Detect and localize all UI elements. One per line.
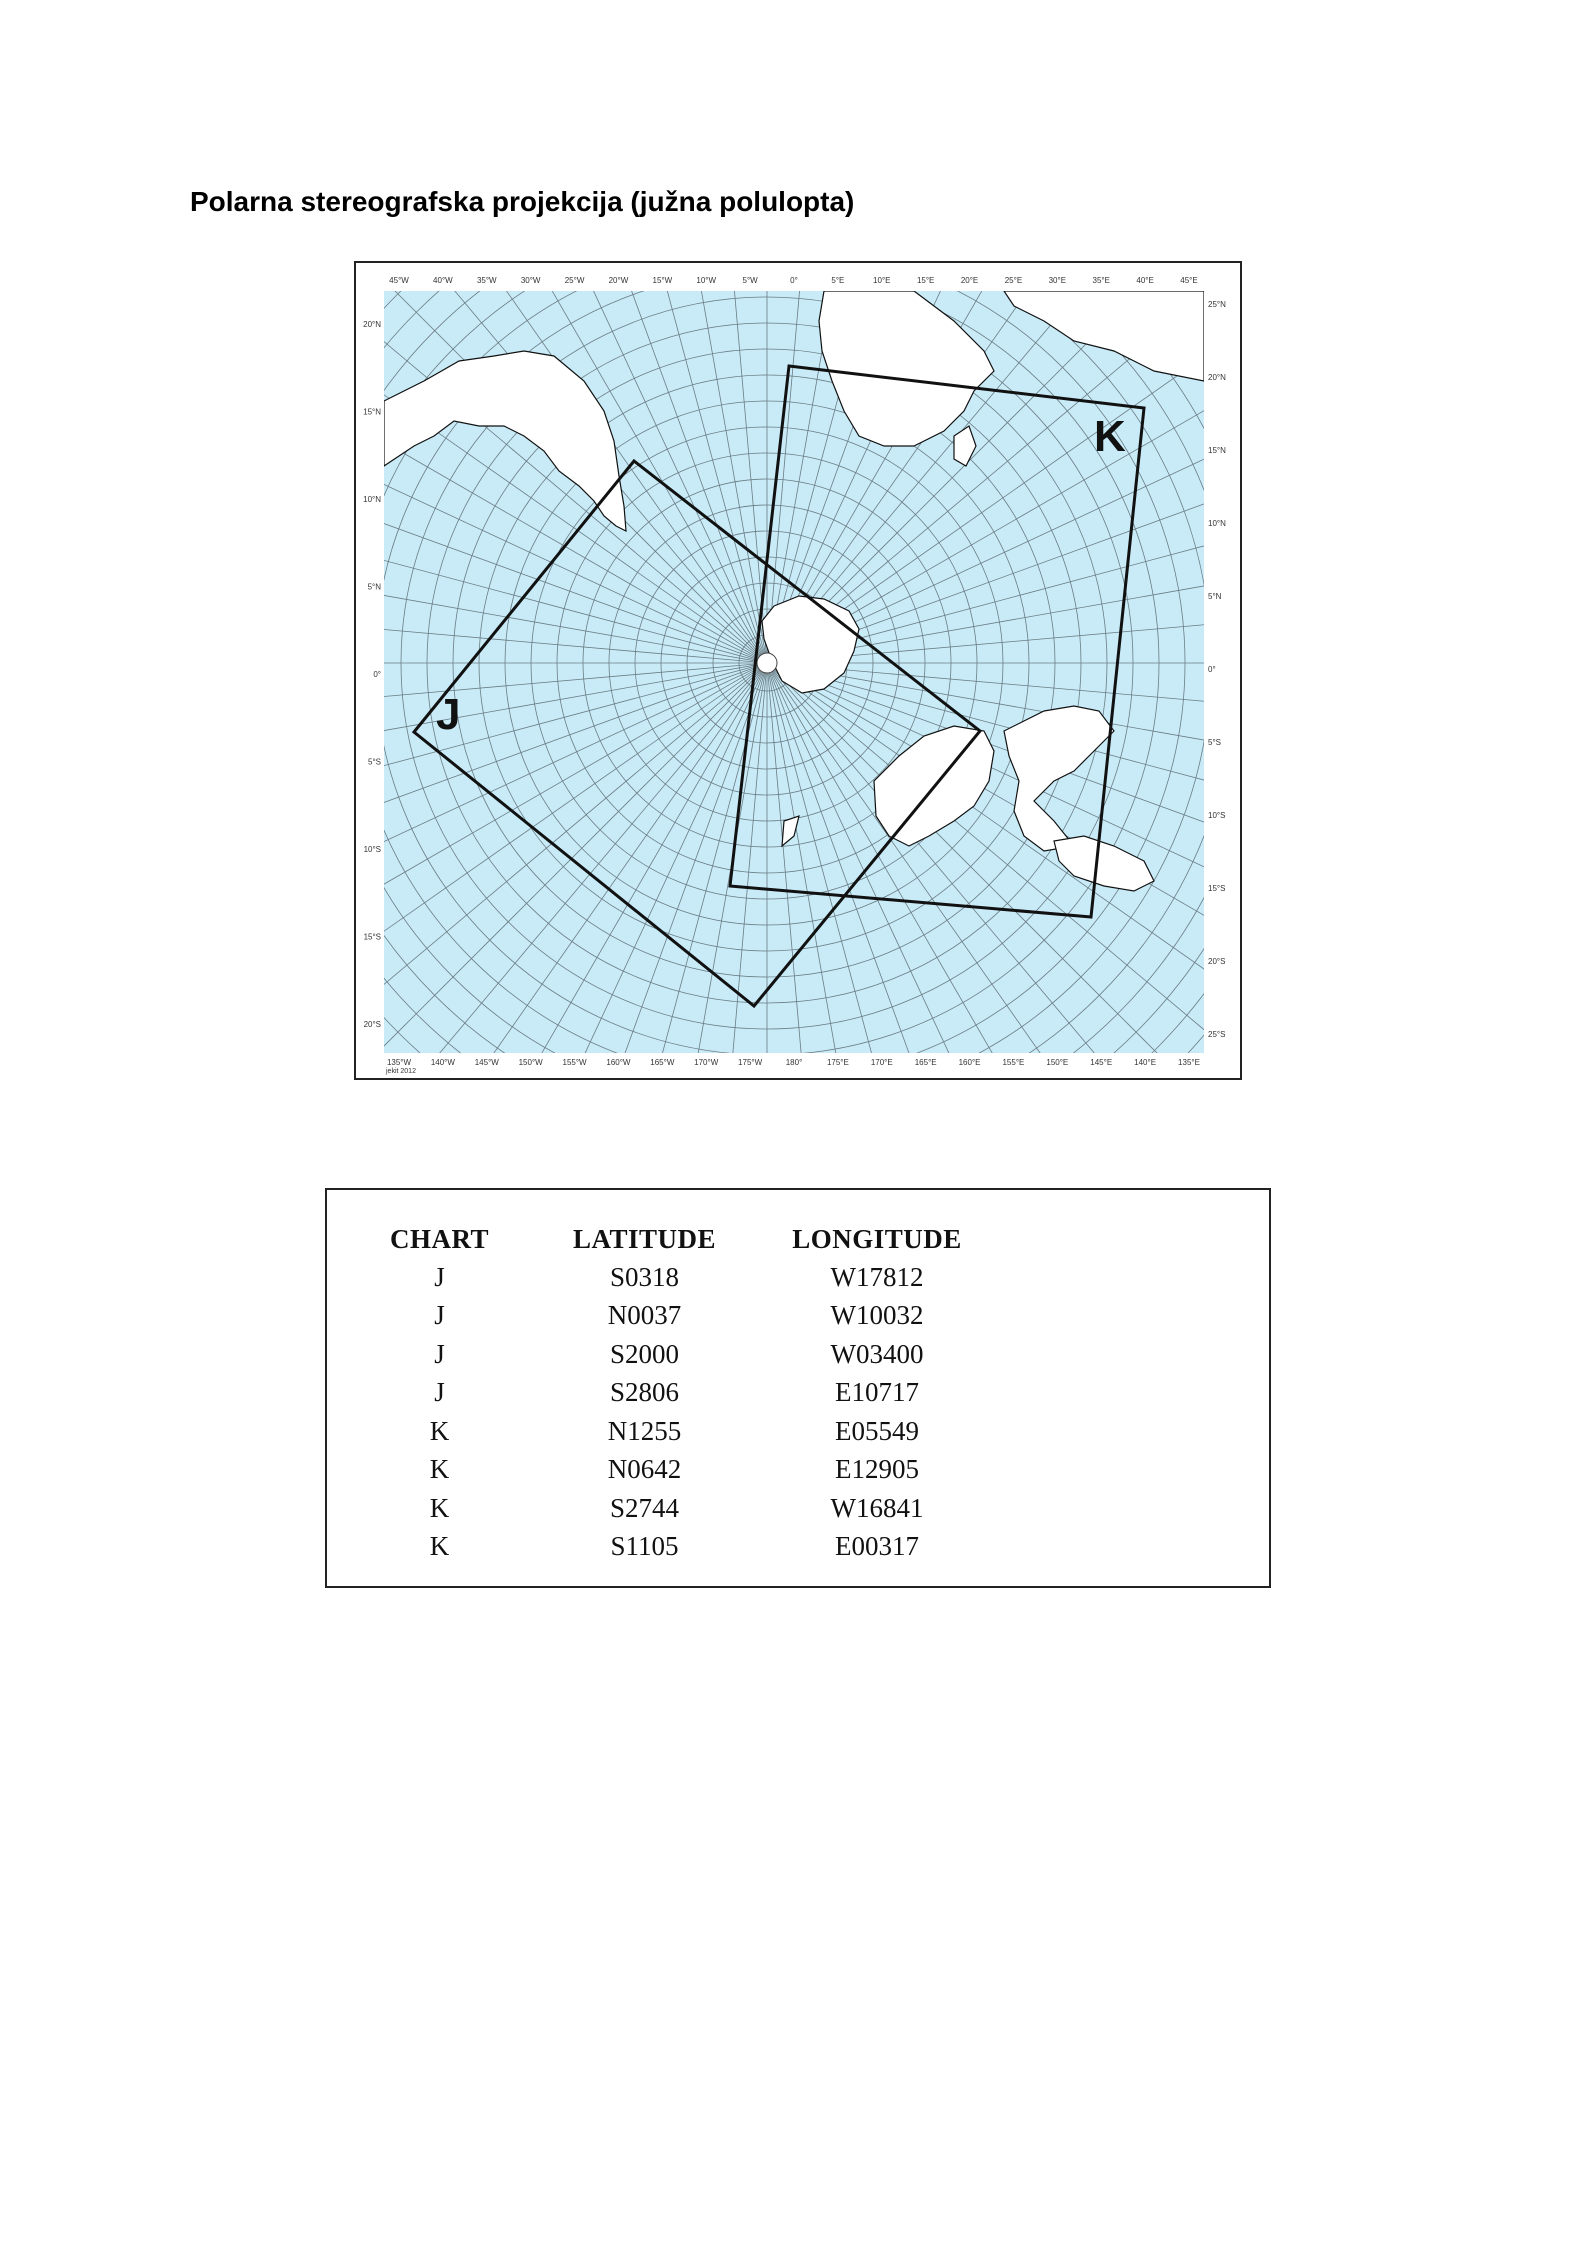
coordinate-label: 5°N <box>367 582 381 592</box>
cell-longitude: E10717 <box>835 1377 919 1408</box>
coordinate-label: 140°E <box>1134 1058 1157 1067</box>
coordinate-label: 160°E <box>958 1058 981 1067</box>
page-title: Polarna stereografska projekcija (južna polulopta) <box>190 186 855 217</box>
cell-chart: J <box>434 1300 445 1331</box>
cell-chart: K <box>429 1454 450 1485</box>
coordinate-label: 175°W <box>738 1058 763 1067</box>
coordinate-label: 150°W <box>518 1058 543 1067</box>
coordinate-label: 180° <box>785 1058 803 1067</box>
coordinate-label: 35°W <box>476 276 497 285</box>
coordinate-label: 155°E <box>1002 1058 1025 1067</box>
polar-stereographic-map <box>354 261 1242 1080</box>
coordinate-label: 40°E <box>1136 276 1154 285</box>
coordinate-label: 15°E <box>916 276 935 285</box>
coordinate-label: 10°E <box>873 276 891 285</box>
coordinate-label: 45°E <box>1180 276 1198 285</box>
coordinate-label: 10°S <box>1208 811 1226 820</box>
coordinate-label: 10°W <box>696 276 717 285</box>
cell-latitude: S2744 <box>609 1492 680 1523</box>
coordinate-label: 20°W <box>608 276 629 285</box>
coordinates-table <box>367 1220 977 1566</box>
map-credit: jekit 2012 <box>386 1068 416 1075</box>
coordinate-label: 10°N <box>363 495 381 504</box>
table-row <box>367 1489 977 1528</box>
coordinate-label: 20°E <box>960 276 979 285</box>
header-latitude: LATITUDE <box>572 1223 717 1254</box>
south-pole-marker <box>757 653 777 673</box>
coordinate-label: 165°W <box>650 1058 675 1067</box>
coordinate-label: 5°S <box>1208 738 1221 747</box>
header-longitude: LONGITUDE <box>792 1223 962 1254</box>
coordinates-table-box <box>325 1188 1271 1588</box>
coordinate-label: 20°N <box>1208 373 1226 382</box>
table-row <box>367 1374 977 1413</box>
coordinate-label: 25°S <box>1208 1030 1226 1039</box>
region-j-label: J <box>436 690 461 739</box>
cell-longitude: W16841 <box>830 1492 924 1523</box>
table-row <box>367 1451 977 1490</box>
cell-latitude: S2000 <box>609 1338 680 1369</box>
cell-chart: J <box>434 1261 445 1292</box>
cell-chart: K <box>429 1531 450 1562</box>
coordinate-label: 30°W <box>520 276 541 285</box>
coordinate-label: 15°S <box>363 932 381 942</box>
cell-longitude: E05549 <box>835 1415 919 1446</box>
cell-longitude: E00317 <box>835 1531 919 1562</box>
coordinate-label: 140°W <box>430 1058 455 1067</box>
cell-chart: K <box>429 1492 450 1523</box>
cell-latitude: S2806 <box>609 1377 680 1408</box>
coordinate-label: 5°E <box>831 276 845 285</box>
coordinate-label: 35°E <box>1092 276 1110 285</box>
coordinate-label: 165°E <box>914 1058 937 1067</box>
cell-latitude: N0037 <box>607 1300 682 1331</box>
cell-chart: K <box>429 1415 450 1446</box>
coordinate-label: 10°N <box>1208 519 1226 528</box>
coordinate-label: 170°E <box>870 1058 893 1067</box>
table-row <box>367 1335 977 1374</box>
coordinate-label: 5°N <box>1208 592 1222 601</box>
cell-longitude: W03400 <box>830 1338 924 1369</box>
coordinate-label: 175°E <box>826 1058 849 1067</box>
coordinate-label: 145°E <box>1090 1058 1113 1067</box>
coordinate-label: 0° <box>373 670 381 679</box>
header-chart: CHART <box>389 1223 490 1254</box>
cell-longitude: W17812 <box>830 1261 924 1292</box>
table-header-row <box>367 1220 977 1258</box>
cell-latitude: S0318 <box>609 1261 680 1292</box>
map-canvas <box>354 261 1242 1080</box>
coordinate-label: 155°W <box>562 1058 587 1067</box>
coordinate-label: 25°N <box>1208 300 1226 309</box>
cell-latitude: N0642 <box>607 1454 682 1485</box>
coordinate-label: 145°W <box>474 1058 499 1067</box>
cell-chart: J <box>434 1338 445 1369</box>
region-k-label: K <box>1094 412 1126 461</box>
coordinate-label: 20°N <box>363 320 381 329</box>
coordinate-label: 20°S <box>1208 957 1226 966</box>
coordinate-label: 30°E <box>1048 276 1067 285</box>
coordinate-label: 150°E <box>1046 1058 1069 1067</box>
coordinate-label: 25°W <box>564 276 585 285</box>
cell-latitude: S1105 <box>610 1531 679 1562</box>
coordinate-label: 170°W <box>694 1058 719 1067</box>
coordinate-label: 45°W <box>389 276 409 285</box>
table-row <box>367 1412 977 1451</box>
table-row <box>367 1258 977 1297</box>
cell-longitude: W10032 <box>830 1300 924 1331</box>
coordinate-label: 135°E <box>1178 1058 1200 1067</box>
coordinate-label: 15°N <box>363 407 381 417</box>
coordinate-label: 10°S <box>363 845 381 854</box>
table-row <box>367 1528 977 1567</box>
coordinate-label: 25°E <box>1004 276 1023 285</box>
cell-chart: J <box>434 1377 445 1408</box>
coordinate-label: 0° <box>1208 665 1216 674</box>
coordinate-label: 5°W <box>742 276 758 285</box>
coordinate-label: 40°W <box>433 276 453 285</box>
table-row <box>367 1297 977 1336</box>
coordinate-label: 20°S <box>363 1020 381 1029</box>
coordinate-label: 15°S <box>1208 884 1226 893</box>
cell-latitude: N1255 <box>607 1415 682 1446</box>
coordinate-label: 160°W <box>606 1058 631 1067</box>
coordinate-label: 15°W <box>652 276 673 285</box>
coordinate-label: 0° <box>790 276 798 285</box>
coordinate-label: 15°N <box>1208 446 1226 455</box>
coordinate-label: 135°W <box>386 1058 412 1067</box>
cell-longitude: E12905 <box>835 1454 919 1485</box>
coordinate-label: 5°S <box>368 757 381 767</box>
